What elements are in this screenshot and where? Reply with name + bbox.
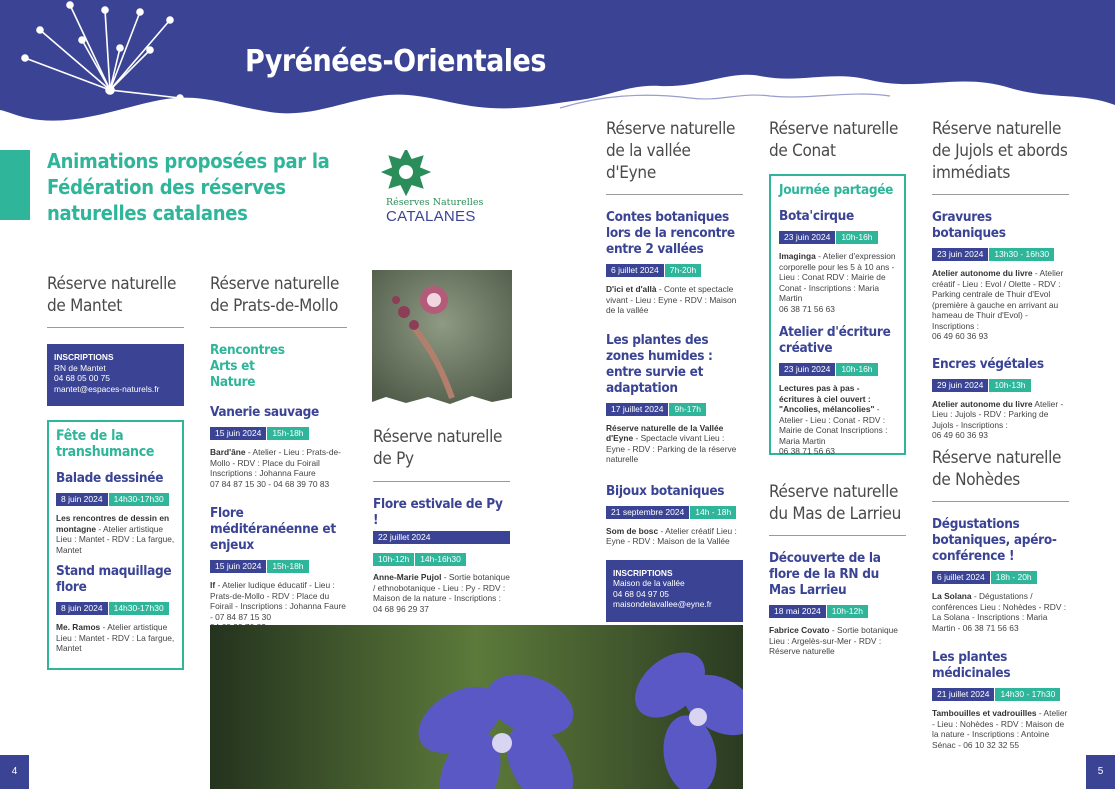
section-title: Réserve naturelle de Nohèdes: [932, 448, 1062, 490]
event-title: Vanerie sauvage: [210, 404, 319, 420]
section-prats: [210, 273, 347, 633]
time-badge: 14h30 - 17h30: [995, 688, 1060, 701]
time-badge: 18h - 20h: [991, 571, 1037, 584]
insc-line: 04 68 05 00 75: [54, 373, 110, 383]
event-desc: La Solana - Dégustations / conférences Lieu : Nohèdes - RDV : La Solana - Inscriptions : Maria Martin - 06 38 71 56 63: [932, 591, 1067, 633]
section-eyne: [606, 118, 743, 622]
section-larrieu: [769, 481, 906, 657]
section-py: [373, 426, 510, 614]
page-number-right: 5: [1086, 755, 1115, 789]
event-desc: Fabrice Covato - Sortie botanique Lieu : Argelès-sur-Mer - RDV : Réserve naturelle: [769, 625, 898, 656]
page-title: Pyrénées-Orientales: [245, 44, 546, 79]
time-badge: 15h-18h: [267, 560, 308, 573]
time-badge: 10h-16h: [836, 231, 877, 244]
insc-email[interactable]: maisondelavallee@eyne.fr: [613, 599, 712, 609]
section-title: Réserve naturelle de la vallée d'Eyne: [606, 119, 736, 183]
event-desc: Imaginga - Atelier d'expression corporelle pour les 5 à 10 ans - Lieu : Conat RDV : Mairie de Conat - Inscriptions : Maria Martin 06 38 71 56 63: [779, 251, 896, 314]
time-badge: 7h-20h: [665, 264, 701, 277]
time-badge: 13h30 - 16h30: [989, 248, 1054, 261]
time-badge: 14h30-17h30: [109, 493, 169, 506]
time-badge: 14h30-17h30: [109, 602, 169, 615]
geranium-photo: [210, 625, 743, 789]
event-title: Dégustations botaniques, apéro-conférence !: [932, 516, 1057, 564]
time-badge: 10h-12h: [827, 605, 868, 618]
event-desc: D'ici et d'allà - Conte et spectacle vivant - Lieu : Eyne - RDV : Maison de la vallée: [606, 284, 737, 315]
flower-photo: [372, 270, 512, 408]
insc-email[interactable]: mantet@espaces-naturels.fr: [54, 383, 160, 394]
box-title: Journée partagée: [779, 182, 894, 198]
section-title: Réserve naturelle de Mantet: [47, 274, 177, 316]
event-desc: Atelier autonome du livre - Atelier créatif - Lieu : Evol / Olette - RDV : Parking centrale de Thuir d'Evol (première à gauche en arrivant au hameau de Thuir d'Evol) - Inscriptions : 06 49 60 36 93: [932, 268, 1064, 341]
event-desc: Réserve naturelle de la Vallée d'Eyne - Spectacle vivant Lieu : Eyne - RDV : Parking de la réserve naturelle: [606, 422, 737, 464]
journee-box: [769, 174, 906, 455]
event-desc: Som de bosc - Atelier créatif Lieu : Eyne - RDV : Maison de la Vallée: [606, 525, 737, 546]
section-title: Réserve naturelle de Jujols et abords immédiats: [932, 119, 1068, 183]
date-badge: 21 septembre 2024: [606, 506, 689, 519]
event-title: Flore estivale de Py !: [373, 496, 503, 528]
intro-title: Animations proposées par la Fédération des réserves naturelles catalanes: [47, 149, 330, 225]
section-title: Réserve naturelle de Conat: [769, 119, 899, 161]
logo-line1: Réserves Naturelles: [386, 197, 484, 208]
date-badge: 23 juin 2024: [779, 231, 835, 244]
inscriptions-box: [606, 560, 743, 622]
event-title: Gravures botaniques: [932, 209, 1006, 241]
insc-line: 04 68 04 97 05: [613, 588, 669, 599]
logo-line2: CATALANES: [386, 208, 476, 225]
section-mantet: [47, 273, 184, 670]
event-title: Les plantes médicinales: [932, 649, 1011, 681]
section-conat: [769, 118, 906, 455]
event-desc: Tambouilles et vadrouilles - Atelier - Lieu : Nohèdes - RDV : Maison de la nature - Inscriptions : Antoine Sénac - 06 10 32 32 55: [932, 708, 1068, 750]
divider: [769, 535, 906, 536]
divider: [932, 501, 1069, 502]
date-badge: 23 juin 2024: [779, 363, 835, 376]
date-badge: 8 juin 2024: [56, 493, 108, 506]
event-title: Contes botaniques lors de la rencontre entre 2 vallées: [606, 209, 735, 257]
page-number-left: 4: [0, 755, 29, 789]
divider: [210, 327, 347, 328]
insc-line: RN de Mantet: [54, 362, 106, 373]
event-title: Bijoux botaniques: [606, 482, 725, 499]
date-badge: 29 juin 2024: [932, 379, 988, 392]
insc-label: INSCRIPTIONS: [54, 352, 114, 362]
time-badge: 10h-12h: [373, 553, 414, 566]
date-badge: 23 juin 2024: [932, 248, 988, 261]
date-badge: 21 juillet 2024: [932, 688, 994, 701]
section-title: Réserve naturelle du Mas de Larrieu: [769, 482, 902, 524]
time-badge: 14h - 18h: [690, 506, 736, 519]
catalanes-logo: [380, 150, 500, 230]
date-badge: 6 juillet 2024: [606, 264, 664, 277]
event-title: Découverte de la flore de la RN du Mas Larrieu: [769, 550, 881, 598]
event-title: Encres végétales: [932, 355, 1044, 372]
date-badge: 17 juillet 2024: [606, 403, 668, 416]
divider: [932, 194, 1069, 195]
subtitle: Rencontres Arts et Nature: [210, 342, 285, 390]
divider: [373, 481, 510, 482]
divider: [606, 194, 743, 195]
event-title: Balade dessinée: [56, 470, 164, 486]
time-badge: 15h-18h: [267, 427, 308, 440]
accent-bar: [0, 150, 30, 220]
time-badge: 9h-17h: [669, 403, 705, 416]
section-title: Réserve naturelle de Prats-de-Mollo: [210, 274, 340, 316]
time-badge: 14h-16h30: [415, 553, 466, 566]
date-badge: 18 mai 2024: [769, 605, 826, 618]
event-desc: Lectures pas à pas - écritures à ciel ouvert : "Ancolies, mélancolies" - Atelier - Lieu : Conat - RDV : Mairie de Conat Inscriptions : Maria Martin 06 38 71 56 63: [779, 383, 888, 456]
event-desc: Me. Ramos - Atelier artistique Lieu : Mantet - RDV : La fargue, Mantet: [56, 622, 175, 653]
divider: [47, 327, 184, 328]
event-title: Les plantes des zones humides : entre survie et adaptation: [606, 331, 713, 396]
event-title: Stand maquillage flore: [56, 563, 172, 595]
date-badge: 15 juin 2024: [210, 427, 266, 440]
event-desc: Anne-Marie Pujol - Sortie botanique / ethnobotanique - Lieu : Py - RDV : Maison de la nature - Inscriptions : 04 68 96 29 37: [373, 572, 510, 614]
event-title: Bota'cirque: [779, 208, 854, 224]
date-badge: 15 juin 2024: [210, 560, 266, 573]
inscriptions-box: [47, 344, 184, 406]
time-badge: 10h-16h: [836, 363, 877, 376]
section-title: Réserve naturelle de Py: [373, 427, 503, 469]
date-badge: 6 juillet 2024: [932, 571, 990, 584]
insc-label: INSCRIPTIONS: [613, 567, 673, 578]
event-desc: Les rencontres de dessin en montagne - Atelier artistique Lieu : Mantet - RDV : La fargue, Mantet: [56, 513, 175, 555]
insc-line: Maison de la vallée: [613, 578, 685, 588]
event-desc: Atelier autonome du livre Atelier - Lieu : Jujols - RDV : Parking de Jujols - Inscriptions : 06 49 60 36 93: [932, 398, 1064, 440]
transhumance-box: [47, 420, 184, 670]
box-title: Fête de la transhumance: [56, 428, 155, 460]
section-nohedes: [932, 447, 1069, 750]
event-title: Atelier d'écriture créative: [779, 324, 891, 356]
event-title: Flore méditéranéenne et enjeux: [210, 505, 336, 553]
date-badge: 8 juin 2024: [56, 602, 108, 615]
event-desc: If - Atelier ludique éducatif - Lieu : Prats-de-Mollo - RDV : Place du Foirail - Inscriptions : Johanna Faure - 07 84 87 15 30: [210, 580, 346, 622]
date-badge: 22 juillet 2024: [373, 531, 510, 544]
star-logo-icon: [380, 150, 500, 200]
time-badge: 10h-13h: [989, 379, 1030, 392]
section-jujols: [932, 118, 1069, 441]
event-desc: Bard'âne - Atelier - Lieu : Prats-de-Mollo - RDV : Place du Foirail Inscriptions : Johanna Faure 07 84 87 15 30 - 04 68 39 70 83: [210, 447, 341, 489]
